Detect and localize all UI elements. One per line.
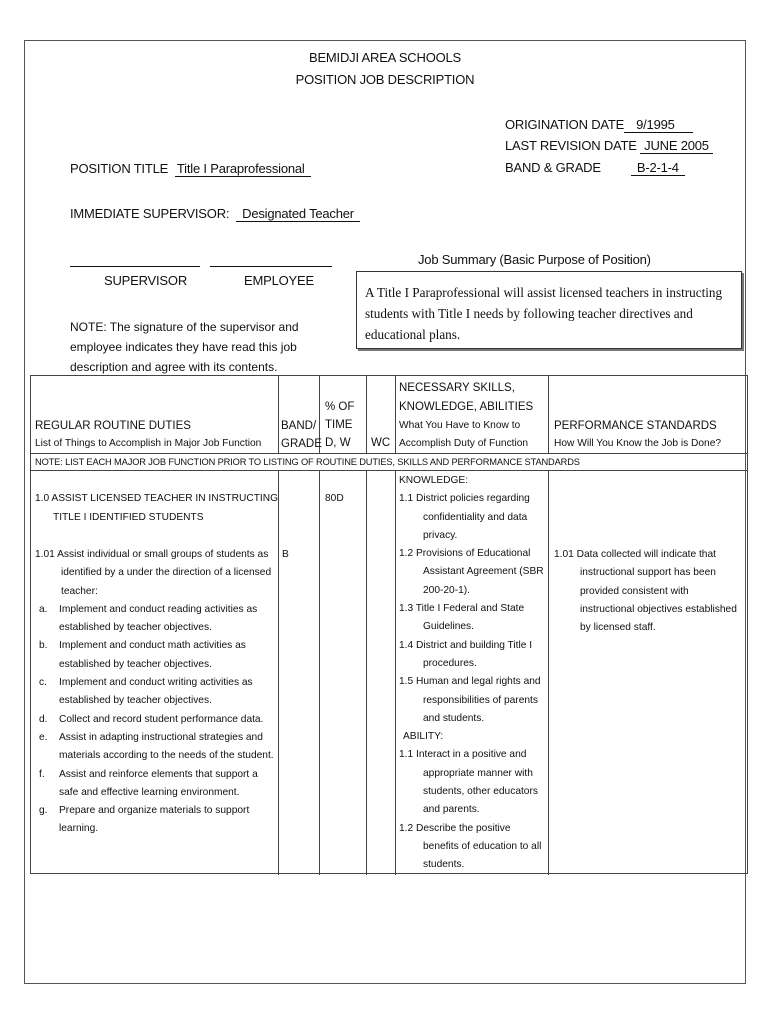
band-grade bbox=[505, 160, 685, 175]
duty-item-text: Prepare and organize materials to support learning. bbox=[59, 805, 250, 835]
supervisor-signature-line[interactable] bbox=[70, 266, 200, 267]
origination-date bbox=[505, 117, 693, 132]
duty-item-text: Implement and conduct writing activities as established by teacher objectives. bbox=[59, 677, 253, 707]
immediate-supervisor bbox=[70, 206, 360, 221]
ability-label: ABILITY: bbox=[403, 731, 444, 743]
duty-items bbox=[35, 601, 277, 839]
duties-list bbox=[35, 546, 277, 839]
duty-item-mark: a. bbox=[39, 603, 48, 615]
duty-item-text: Assist in adapting instructional strategies and materials according to the needs of the student. bbox=[59, 731, 274, 762]
duties-subheader: List of Things to Accomplish in Major Job Function bbox=[35, 438, 262, 449]
duty-item-text: Collect and record student performance data. bbox=[59, 713, 264, 725]
origination-label: ORIGINATION DATE bbox=[505, 117, 625, 132]
skills-header-3: What You Have to Know to bbox=[399, 420, 521, 431]
knowledge-item: 1.5 Human and legal rights and responsibilities of parents and students. bbox=[399, 676, 541, 724]
duty-item-mark: e. bbox=[39, 731, 48, 743]
duty-item-mark: g. bbox=[39, 805, 48, 817]
duty-item bbox=[35, 674, 277, 711]
duty-item-text: Assist and reinforce elements that support a safe and effective learning environment. bbox=[59, 768, 258, 798]
position-value: Title I Paraprofessional bbox=[175, 161, 311, 177]
pct-header-1: % OF bbox=[325, 401, 355, 413]
duty-main: 1.01 Assist individual or small groups of students as identified by a under the direction of a licensed teacher: bbox=[35, 549, 272, 597]
employee-caption: EMPLOYEE bbox=[244, 273, 314, 288]
duty-item-text: Implement and conduct reading activities as established by teacher objectives. bbox=[59, 603, 258, 634]
duty-item bbox=[35, 711, 277, 729]
performance-standard bbox=[554, 546, 744, 637]
pct-header-3: D, W bbox=[325, 437, 351, 449]
skills-header-2: KNOWLEDGE, ABILITIES bbox=[399, 401, 534, 413]
duty-item bbox=[35, 802, 277, 839]
revision-value: JUNE 2005 bbox=[640, 138, 713, 154]
skills-header-4: Accomplish Duty of Function bbox=[399, 438, 529, 449]
employee-signature-line[interactable] bbox=[210, 266, 332, 267]
position-label: POSITION TITLE bbox=[70, 161, 169, 176]
function-pct: 80D bbox=[325, 493, 344, 504]
skills-header-1: NECESSARY SKILLS, bbox=[399, 382, 515, 394]
knowledge-item: 1.3 Title I Federal and State Guidelines. bbox=[399, 603, 525, 633]
ability-item: 1.2 Describe the positive benefits of education to all students. bbox=[399, 822, 542, 871]
performance-text: 1.01 Data collected will indicate that instructional support has been provided consistent with instructional objectives established by licensed staff. bbox=[554, 549, 737, 634]
table-note-row: NOTE: LIST EACH MAJOR JOB FUNCTION PRIOR TO LISTING OF ROUTINE DUTIES, SKILLS AND PERFORMANCE STANDARDS bbox=[35, 457, 580, 467]
supervisor-caption: SUPERVISOR bbox=[104, 273, 188, 288]
band-header-2: GRADE bbox=[281, 438, 322, 450]
revision-date bbox=[505, 138, 713, 153]
duty-item bbox=[35, 601, 277, 638]
supervisor-value: Designated Teacher bbox=[236, 206, 360, 222]
duty-item bbox=[35, 637, 277, 674]
band-value: B-2-1-4 bbox=[631, 160, 685, 176]
duties-header: REGULAR ROUTINE DUTIES bbox=[35, 420, 191, 432]
duty-band: B bbox=[282, 549, 289, 560]
function-title: 1.0 ASSIST LICENSED TEACHER IN INSTRUCTING bbox=[35, 493, 279, 504]
job-summary-box: A Title I Paraprofessional will assist licensed teachers in instructing students with Title I needs by following teacher directives and educational plans. bbox=[356, 271, 742, 349]
position-title bbox=[70, 161, 311, 176]
knowledge-item: 1.1 District policies regarding confidentiality and data privacy. bbox=[399, 493, 530, 541]
document-title: POSITION JOB DESCRIPTION bbox=[295, 72, 475, 87]
band-label: BAND & GRADE bbox=[505, 160, 601, 175]
origination-value: 9/1995 bbox=[624, 117, 693, 133]
duty-item-mark: d. bbox=[39, 713, 48, 725]
knowledge-label: KNOWLEDGE: bbox=[399, 475, 469, 486]
duty-item bbox=[35, 766, 277, 803]
knowledge-item: 1.4 District and building Title I procedures. bbox=[399, 639, 533, 669]
revision-label: LAST REVISION DATE bbox=[505, 138, 637, 153]
function-title-2: TITLE I IDENTIFIED STUDENTS bbox=[53, 512, 204, 523]
duty-item-mark: c. bbox=[39, 677, 47, 689]
signature-note: NOTE: The signature of the supervisor and employee indicates they have read this job description and agree with its contents. bbox=[70, 320, 299, 374]
duties-table bbox=[30, 375, 748, 874]
duty-item-mark: b. bbox=[39, 640, 48, 652]
performance-header: PERFORMANCE STANDARDS bbox=[554, 420, 717, 432]
pct-header-2: TIME bbox=[325, 419, 353, 431]
band-header-1: BAND/ bbox=[281, 420, 317, 432]
performance-subheader: How Will You Know the Job is Done? bbox=[554, 438, 722, 449]
knowledge-item: 1.2 Provisions of Educational Assistant Agreement (SBR 200-20-1). bbox=[399, 548, 544, 596]
ability-item: 1.1 Interact in a positive and appropriate manner with students, other educators and parents. bbox=[399, 749, 538, 816]
duty-item-mark: f. bbox=[39, 768, 45, 780]
supervisor-label: IMMEDIATE SUPERVISOR: bbox=[70, 206, 230, 221]
duty-item-text: Implement and conduct math activities as established by teacher objectives. bbox=[59, 640, 246, 670]
duty-item bbox=[35, 729, 277, 766]
knowledge-items bbox=[399, 490, 546, 728]
skills-list bbox=[399, 472, 546, 875]
org-name: BEMIDJI AREA SCHOOLS bbox=[308, 50, 462, 65]
ability-items bbox=[399, 746, 546, 874]
job-summary-heading: Job Summary (Basic Purpose of Position) bbox=[418, 252, 651, 267]
wc-header: WC bbox=[371, 437, 391, 449]
